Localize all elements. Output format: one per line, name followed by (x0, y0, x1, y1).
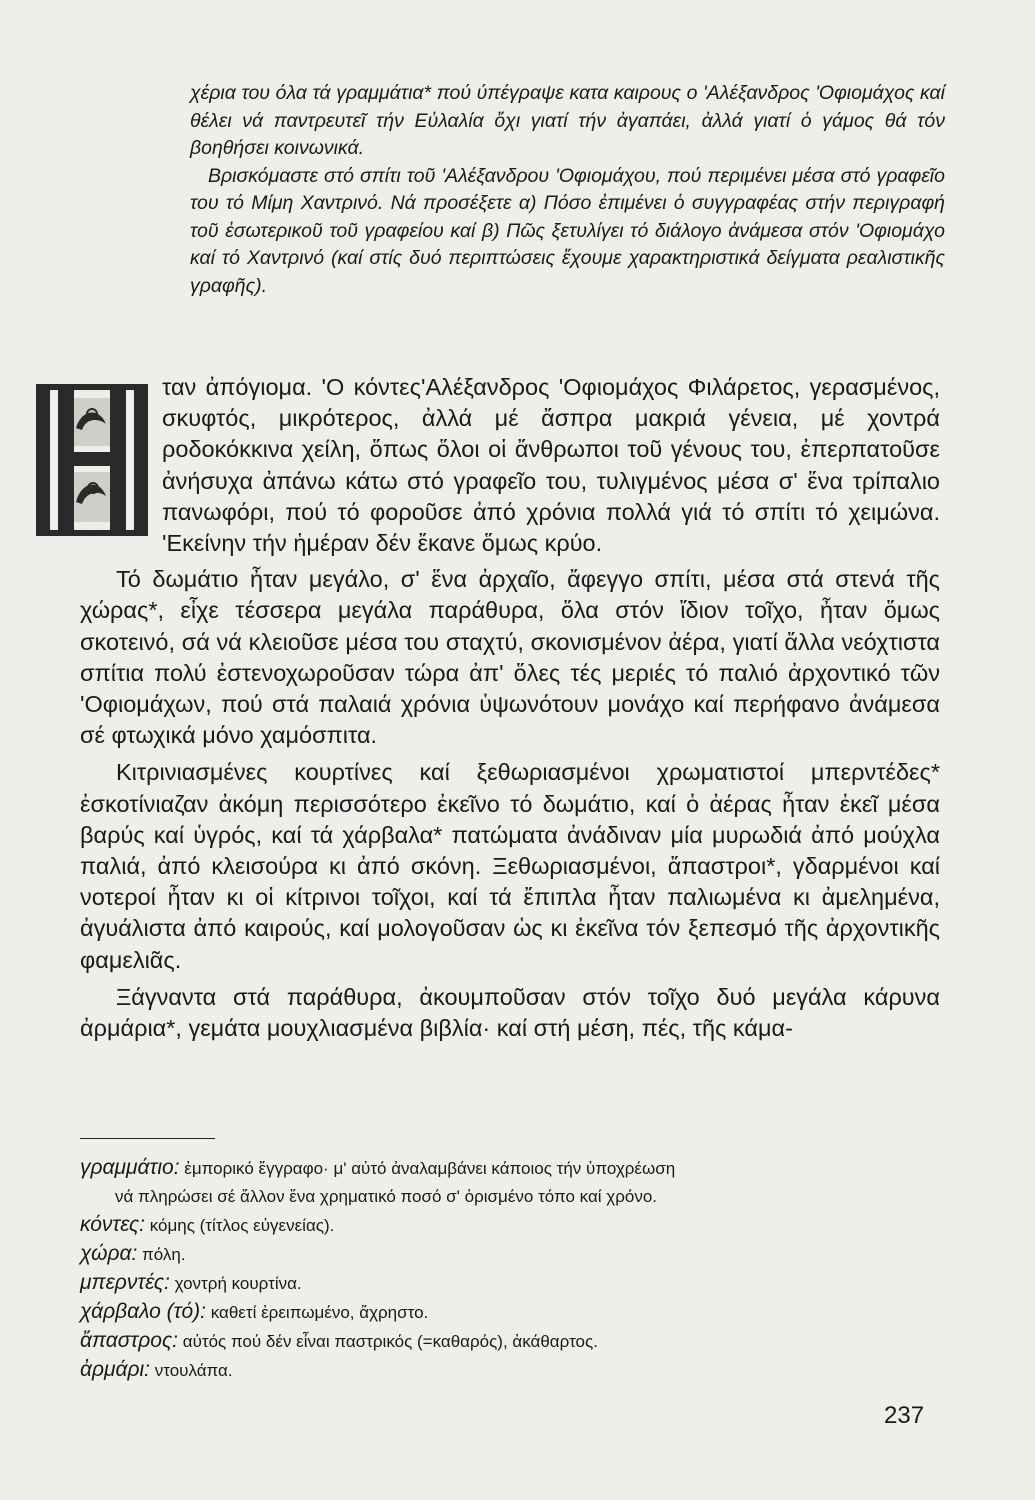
ornate-eta-icon (36, 384, 148, 536)
glossary-definition: ντουλάπα. (154, 1361, 233, 1380)
glossary-notes (80, 1154, 960, 1385)
decorative-initial (36, 384, 148, 536)
glossary-term: ἄπαστρος: (80, 1329, 178, 1352)
glossary-entry (80, 1356, 960, 1385)
glossary-entry (80, 1154, 960, 1183)
glossary-term: ἀρμάρι: (80, 1358, 151, 1381)
glossary-term: κόντες: (80, 1213, 145, 1236)
glossary-definition: κόμης (τίτλος εὐγενείας). (149, 1216, 335, 1235)
intro-section (190, 80, 945, 300)
glossary-entry (80, 1298, 960, 1327)
glossary-entry (80, 1211, 960, 1240)
footnote-divider (80, 1138, 215, 1139)
glossary-definition: χοντρή κουρτίνα. (174, 1274, 302, 1293)
body-paragraph: Τό δωμάτιο ἦταν μεγάλο, σ' ἕνα ἀρχαῖο, ἄφεγγο σπίτι, μέσα στά στενά τῆς χώρας*, εἶχε τέσσερα μεγάλα παράθυρα, ὅλα στόν ἴδιον τοῖχο, ἦταν ὅμως σκοτεινό, σά νά κλειοῦσε μέσα του σταχτύ, σκονισμένον ἀέρα, γιατί ἄλλα νεόχτιστα σπίτια πολύ ἐστενοχωροῦσαν τώρα ἀπ' ὅλες τές μεριές τό παλιό ἀρχοντικό τῶν 'Οφιομάχων, πού στά παλαιά χρόνια ὑψωνότουν μονάχο καί περήφανο ἀνάμεσα σέ φτωχικά μόνο χαμόσπιτα. (80, 566, 940, 749)
glossary-definition: καθετί ἐρειπωμένο, ἄχρηστο. (210, 1303, 429, 1322)
body-paragraph: Κιτρινιασμένες κουρτίνες καί ξεθωριασμένοι χρωματιστοί μπερντέδες* ἐσκοτίνιαζαν ἀκόμη περισσότερο ἐκεῖνο τό δωμάτιο, καί ὁ ἀέρας ἦταν ἐκεῖ μέσα βαρύς καί ὑγρός, καί τά χάρβαλα* πατώματα ἀνάδιναν μία μυρωδιά ἀπό μούχλα παλιά, ἀπό κλεισούρα κι ἀπό σκόνη. Ξεθωριασμένοι, ἄπαστροι*, γδαρμένοι καί νοτεροί ἦταν κι οἱ κίτρινοι τοῖχοι, καί τά ἔπιπλα ἦταν παλιωμένα κι ἀμελημένα, ἀγυάλιστα ἀπό καιρούς, καί μολογοῦσαν ὡς κι ἐκεῖνα τόν ξεπεσμό τῆς ἀρχοντικῆς φαμελιᾶς. (80, 759, 940, 973)
glossary-entry (80, 1269, 960, 1298)
glossary-term: γραμμάτιο: (80, 1156, 180, 1179)
main-text (80, 372, 940, 1044)
body-paragraph: Ξάγναντα στά παράθυρα, ἀκουμποῦσαν στόν τοῖχο δυό μεγάλα κάρυνα ἀρμάρια*, γεμάτα μουχλιασμένα βιβλία· καί στή μέση, πές, τῆς κάμα- (80, 983, 940, 1042)
page-number: 237 (884, 1402, 925, 1429)
svg-text:Η: Η (92, 533, 94, 535)
glossary-term: μπερντές: (80, 1271, 170, 1294)
glossary-term: χάρβαλο (τό): (80, 1300, 206, 1323)
glossary-term: χώρα: (80, 1242, 138, 1265)
body-paragraph (80, 372, 940, 559)
intro-paragraph: χέρια του όλα τά γραμμάτια* πού ύπέγραψε κατα καιρους ο 'Αλέξανδρος 'Οφιομάχος καί θέλει νά παντρευτεῖ τήν Εὐλαλία ὄχι γιατί τήν ἀγαπάει, ἀλλά γιατί ὁ γάμος θά τόν βοηθήσει κοινωνικά. (190, 82, 945, 159)
glossary-definition: αὐτός πού δέν εἶναι παστρικός (=καθαρός), ἀκάθαρτος. (182, 1332, 598, 1351)
glossary-entry (80, 1240, 960, 1269)
glossary-entry-continuation: νά πληρώσει σέ ἄλλον ἕνα χρηματικό ποσό σ' ὁρισμένο τόπο καί χρόνο. (115, 1187, 658, 1206)
body-paragraph-text: ταν ἀπόγιομα. 'Ο κόντες'Αλέξανδρος 'Οφιομάχος Φιλάρετος, γερασμένος, σκυφτός, μικρότερος, ἀλλά μέ ἄσπρα μακριά γένεια, μέ χοντρά ροδοκόκκινα χείλη, ὅπως ὅλοι οἱ ἄνθρωποι τοῦ γένους του, ἐπερπατοῦσε ἀνήσυχα ἀπάνω κάτω στό γραφεῖο του, τυλιγμένος μέσα σ' ἕνα τρίπαλιο πανωφόρι, πού τό φοροῦσε ἀπό χρόνια πολλά γιά τό σπίτι τό χειμώνα. 'Εκείνην τήν ἡμέραν δέν ἔκανε ὅμως κρύο. (162, 374, 940, 557)
glossary-definition: πόλη. (142, 1245, 186, 1264)
intro-paragraph: Βρισκόμαστε στό σπίτι τοῦ 'Αλέξανδρου 'Οφιομάχου, πού περιμένει μέσα στό γραφεῖο του τό Μίμη Χαντρινό. Νά προσέξετε α) Πόσο ἐπιμένει ὁ συγγραφέας στήν περιγραφή τοῦ ἐσωτερικοῦ τοῦ γραφείου καί β) Πῶς ξετυλίγει τό διάλογο ἀνάμεσα στόν 'Οφιομάχο καί τό Χαντρινό (καί στίς δυό περιπτώσεις ἔχουμε χαρακτηριστικά δείγματα ρεαλιστικῆς γραφῆς). (190, 164, 945, 297)
glossary-definition: ἐμπορικό ἔγγραφο· μ' αὐτό ἀναλαμβάνει κάποιος τήν ὑποχρέωση (184, 1159, 676, 1178)
glossary-entry (80, 1327, 960, 1356)
